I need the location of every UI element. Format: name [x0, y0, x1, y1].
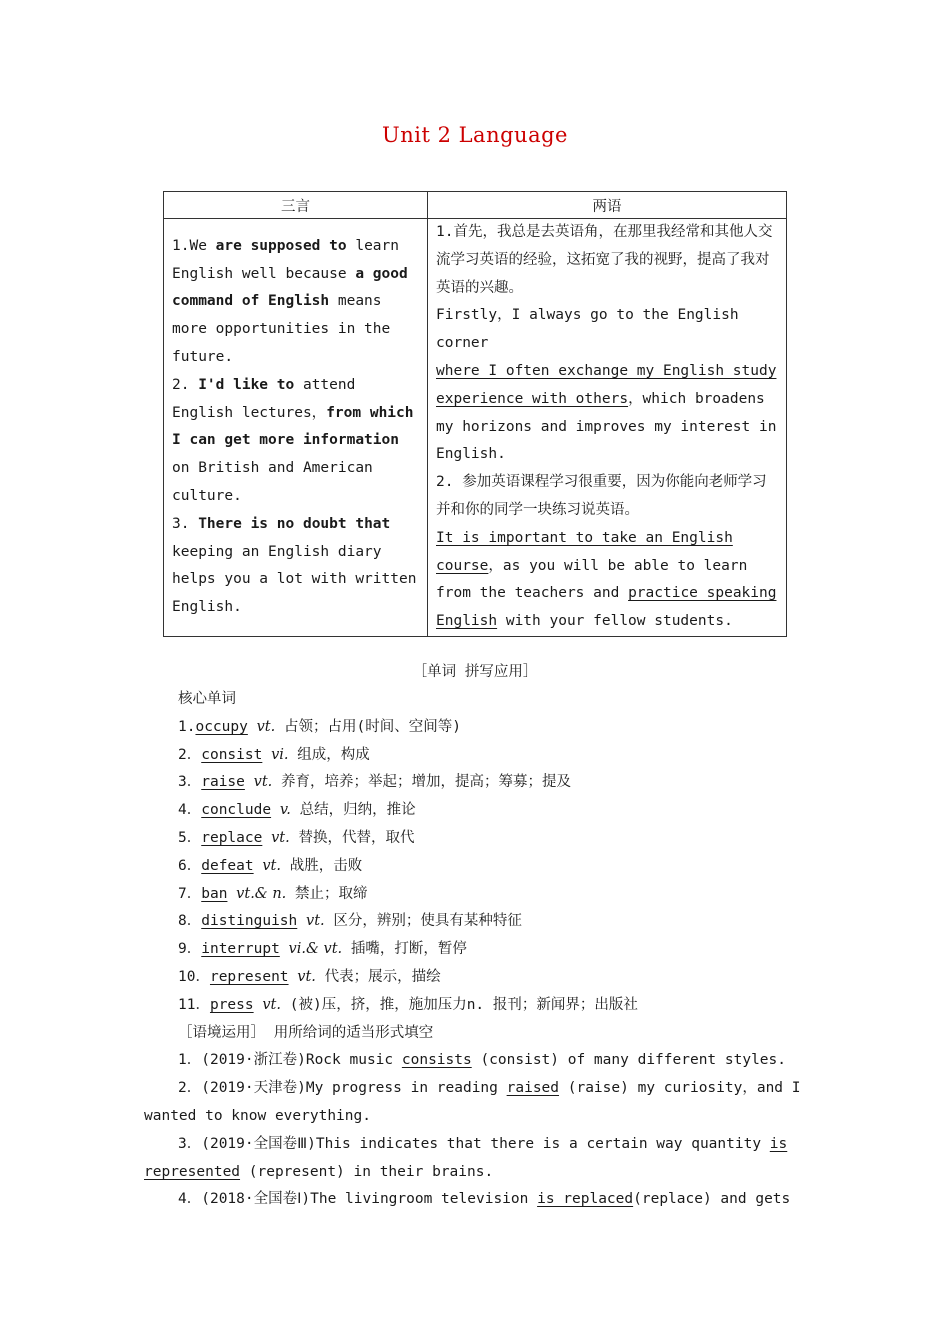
phrases-right-cell	[428, 219, 787, 637]
vocab-item: 3．raise vt. 养育，培养；举起；增加，提高；筹募；提及	[178, 774, 571, 791]
vocab-item: 7．ban vt.& n. 禁止；取缔	[178, 885, 368, 902]
vocab-word: ban	[201, 885, 228, 902]
phrase-item: 2. I'd like to attend English lectures，from which I can get more information on British and American culture.	[172, 376, 414, 505]
vocab-word: consist	[201, 746, 263, 763]
translation-cn-2: 2. 参加英语课程学习很重要，因为你能向老师学习并和你的同学一块练习说英语。	[436, 474, 767, 518]
vocab-section-title: ［单词 拼写应用］	[412, 664, 538, 680]
vocab-list	[144, 686, 804, 1214]
vocab-word: interrupt	[201, 941, 280, 958]
vocab-item: 6．defeat vt. 战胜，击败	[178, 857, 363, 874]
vocab-word: replace	[201, 829, 263, 846]
vocab-word: conclude	[201, 802, 272, 819]
vocab-word: raise	[201, 774, 245, 791]
context-question-1: 1．(2019·浙江卷)Rock music consists (consist) of many different styles.	[178, 1052, 786, 1069]
phrases-table	[163, 191, 787, 637]
phrase-item: 3. There is no doubt that keeping an English diary helps you a lot with written English.	[172, 515, 417, 616]
vocab-word: press	[209, 996, 254, 1013]
answer-blank: is replaced	[537, 1191, 634, 1208]
vocab-word: defeat	[201, 857, 254, 874]
phrases-left-cell	[164, 219, 428, 637]
vocab-word: occupy	[195, 718, 248, 735]
context-question-3: 3．(2019·全国卷Ⅲ)This indicates that there is a certain way quantity is represented (represent) in their brains.	[144, 1135, 788, 1180]
translation-en-2: It is important to take an English course，as you will be able to learn from the teachers and practice speaking English with your fellow students.	[436, 529, 777, 630]
answer-blank: consists	[401, 1052, 472, 1069]
vocab-item: 8．distinguish vt. 区分，辨别；使具有某种特征	[178, 913, 522, 930]
context-question-2: 2．(2019·天津卷)My progress in reading raised (raise) my curiosity，and I wanted to know everything.	[144, 1080, 801, 1124]
context-heading: ［语境运用］ 用所给词的适当形式填空	[178, 1024, 434, 1041]
table-header-left: 三言	[164, 192, 428, 219]
vocab-item: 1.occupy vt. 占领；占用(时间、空间等)	[178, 718, 461, 735]
vocab-item: 5．replace vt. 替换，代替，取代	[178, 829, 415, 846]
context-question-4: 4．(2018·全国卷Ⅰ)The livingroom television is replaced(replace) and gets	[178, 1191, 791, 1208]
page-title: Unit 2 Language	[382, 123, 568, 147]
vocab-word: distinguish	[201, 913, 298, 930]
vocab-item: 4．conclude v. 总结，归纳，推论	[178, 802, 416, 819]
table-header-right: 两语	[428, 192, 787, 219]
phrase-item: 1.We are supposed to learn English well because a good command of English means more opportunities in the future.	[172, 237, 408, 366]
translation-cn-1: 1.首先，我总是去英语角，在那里我经常和其他人交流学习英语的经验，这拓宽了我的视野，提高了我对英语的兴趣。	[436, 224, 773, 296]
vocab-subtitle: 核心单词	[178, 691, 236, 707]
answer-blank: is represented	[144, 1135, 788, 1180]
vocab-item: 11．press vt. (被)压，挤，推，施加压力n. 报刊；新闻界；出版社	[178, 996, 638, 1013]
vocab-item: 2．consist vi. 组成，构成	[178, 746, 370, 763]
vocab-item: 9．interrupt vi.& vt. 插嘴，打断，暂停	[178, 941, 467, 958]
answer-blank: raised	[506, 1080, 560, 1097]
vocab-item: 10．represent vt. 代表；展示，描绘	[178, 968, 441, 985]
translation-en-1: Firstly，I always go to the English corner where I often exchange my English study experience with others，which broadens my horizons and improves my interest in English.	[436, 307, 777, 463]
vocab-word: represent	[209, 968, 289, 985]
